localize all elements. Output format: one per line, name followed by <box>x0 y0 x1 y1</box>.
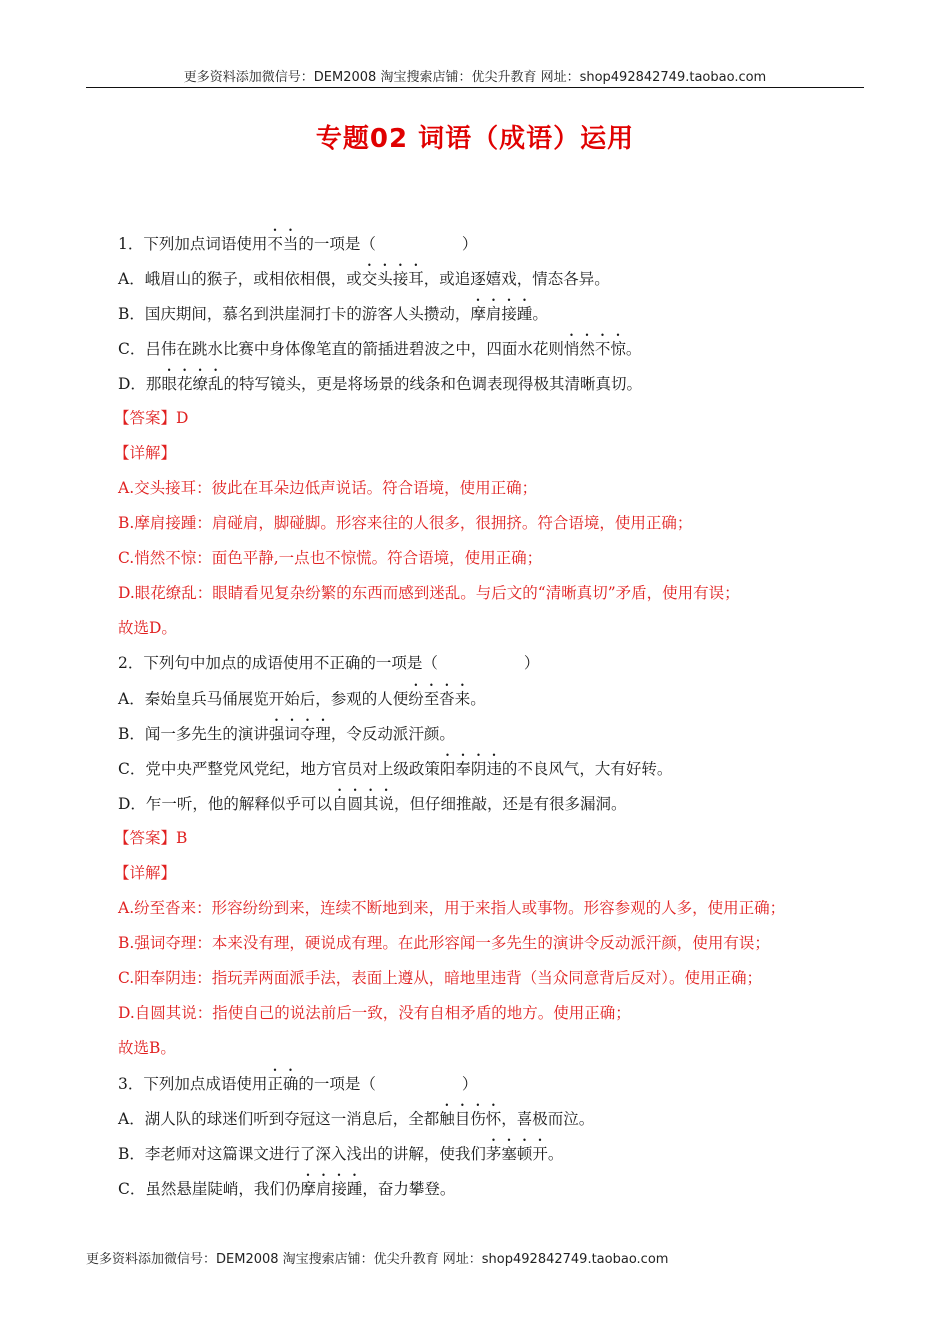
q3-option-b: B．李老师对这篇课文进行了深入浅出的讲解，使我们茅塞顿开。 <box>118 1145 564 1163</box>
q3-stem: 3．下列加点成语使用正确的一项是（ ） <box>118 1075 478 1093</box>
emphasis-word: 悄然不惊 <box>563 340 626 358</box>
q2-option-a: A．秦始皇兵马俑展览开始后，参观的人便纷至沓来。 <box>118 690 486 708</box>
q2-explanation-b: B.强词夺理：本来没有理，硬说成有理。在此形容闻一多先生的演讲令反动派汗颜，使用有误； <box>118 934 770 952</box>
q2-explanation-d: D.自圆其说：指使自己的说法前后一致，没有自相矛盾的地方。使用正确； <box>118 1004 631 1022</box>
q2-detail-label: 【详解】 <box>114 864 177 882</box>
q2-explanation-c: C.阳奉阴违：指玩弄两面派手法，表面上遵从，暗地里违背（当众同意背后反对）。使用正确； <box>118 969 762 987</box>
q2-answer: 【答案】B <box>114 829 188 847</box>
question-content <box>114 226 858 1206</box>
q2-option-b: B．闻一多先生的演讲强词夺理，令反动派汗颜。 <box>118 725 455 743</box>
q2-option-d: D．乍一听，他的解释似乎可以自圆其说，但仔细推敲，还是有很多漏洞。 <box>118 795 627 813</box>
emphasis-word: 摩肩接踵 <box>470 305 533 323</box>
emphasis-word: 茅塞顿开 <box>485 1145 548 1163</box>
emphasis-word: 眼花缭乱 <box>161 375 224 393</box>
q1-answer: 【答案】D <box>114 409 189 427</box>
q1-explanation-a: A.交头接耳：彼此在耳朵边低声说话。符合语境，使用正确； <box>118 479 538 497</box>
page-title: 专题02 词语（成语）运用 <box>315 124 635 154</box>
emphasis-word: 交头接耳 <box>361 270 424 288</box>
q1-option-b: B．国庆期间，慕名到洪崖洞打卡的游客人头攒动，摩肩接踵。 <box>118 305 548 323</box>
q2-option-c: C．党中央严整党风党纪，地方官员对上级政策阳奉阴违的不良风气，大有好转。 <box>118 760 673 778</box>
q1-option-c: C．吕伟在跳水比赛中身体像笔直的箭插进碧波之中，四面水花则悄然不惊。 <box>118 340 642 358</box>
q1-explanation-b: B.摩肩接踵：肩碰肩，脚碰脚。形容来往的人很多，很拥挤。符合语境，使用正确； <box>118 514 693 532</box>
q1-conclusion: 故选D。 <box>118 619 177 637</box>
q1-explanation-d: D.眼花缭乱：眼睛看见复杂纷繁的东西而感到迷乱。与后文的“清晰真切”矛盾，使用有误； <box>118 584 740 602</box>
q3-option-a: A．湖人队的球迷们听到夺冠这一消息后，全都触目伤怀，喜极而泣。 <box>118 1110 595 1128</box>
emphasis-word: 自圆其说 <box>331 795 394 813</box>
header-rule <box>86 87 864 88</box>
emphasis-word: 强词夺理 <box>268 725 331 743</box>
page-header: 更多资料添加微信号：DEM2008 淘宝搜索店铺：优尖升教育 网址：shop492842749.taobao.com <box>183 70 767 85</box>
q1-stem: 1．下列加点词语使用不当的一项是（ ） <box>118 235 478 253</box>
emphasis-word: 正确 <box>267 1075 299 1093</box>
emphasis-word: 纷至沓来 <box>408 690 471 708</box>
q2-explanation-a: A.纷至沓来：形容纷纷到来，连续不断地到来，用于来指人或事物。形容参观的人多，使用正确； <box>118 899 786 917</box>
q2-stem: 2．下列句中加点的成语使用不正确的一项是（ ） <box>118 654 540 672</box>
q3-option-c: C．虽然悬崖陡峭，我们仍摩肩接踵，奋力攀登。 <box>118 1180 456 1198</box>
q1-detail-label: 【详解】 <box>114 444 177 462</box>
emphasis-word: 阳奉阴违 <box>439 760 502 778</box>
emphasis-word: 触目伤怀 <box>439 1110 502 1128</box>
page-footer: 更多资料添加微信号：DEM2008 淘宝搜索店铺：优尖升教育 网址：shop492842749.taobao.com <box>86 1252 669 1267</box>
q1-option-a: A．峨眉山的猴子，或相依相偎，或交头接耳，或追逐嬉戏，情态各异。 <box>118 270 610 288</box>
q1-explanation-c: C.悄然不惊：面色平静,一点也不惊慌。符合语境，使用正确； <box>118 549 543 567</box>
q2-conclusion: 故选B。 <box>118 1039 176 1057</box>
emphasis-word: 不当 <box>267 235 299 253</box>
emphasis-word: 摩肩接踵 <box>300 1180 363 1198</box>
q1-option-d: D．那眼花缭乱的特写镜头，更是将场景的线条和色调表现得极其清晰真切。 <box>118 375 642 393</box>
